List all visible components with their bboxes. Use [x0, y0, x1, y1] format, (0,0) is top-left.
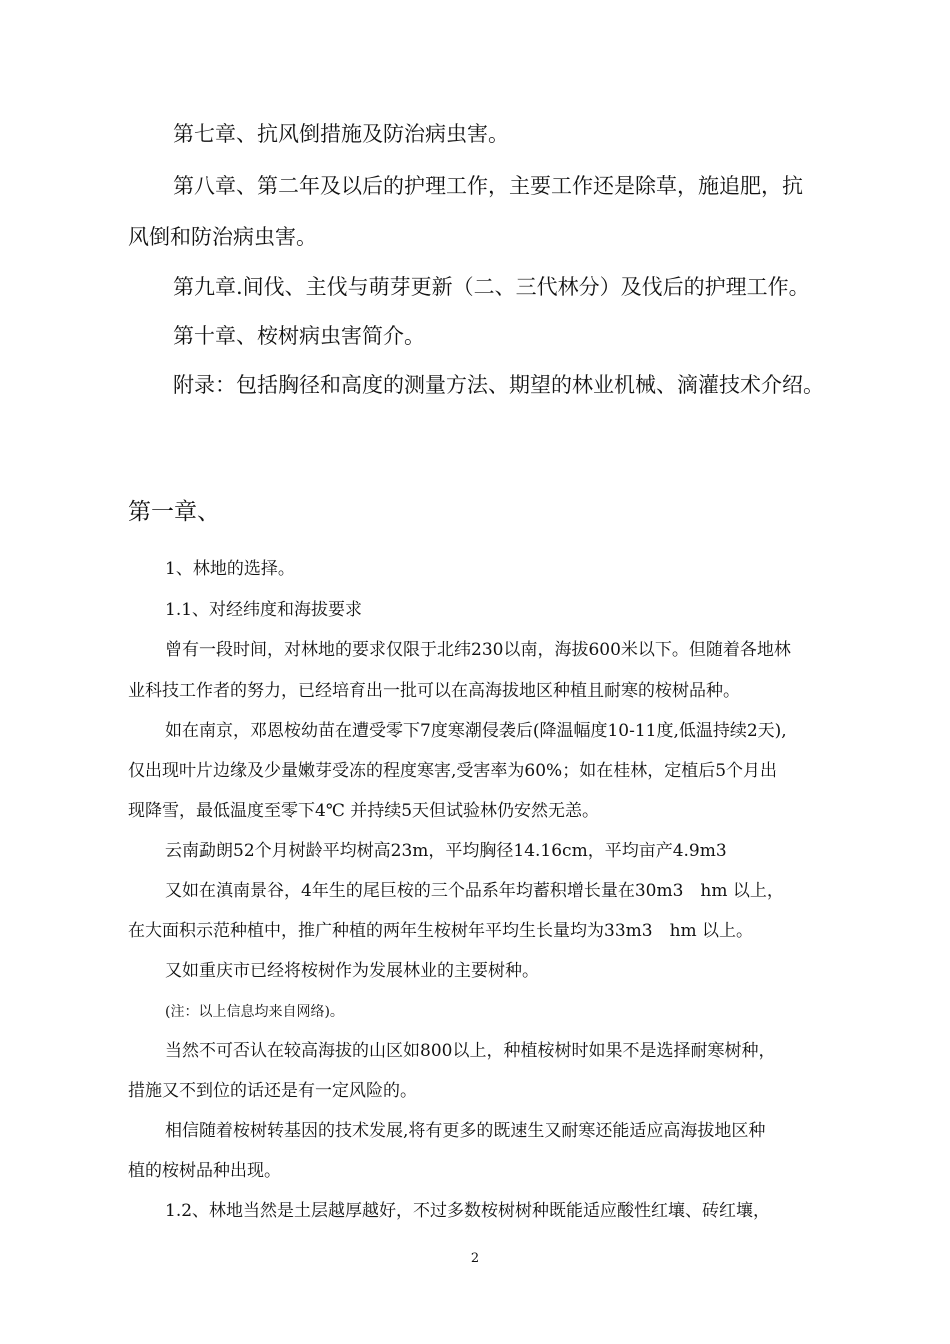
paragraph-2-line-2: 仅出现叶片边缘及少量嫩芽受冻的程度寒害,受害率为60%；如在桂林，定植后5个月出 — [128, 761, 778, 781]
toc-chapter-8-line-2: 风倒和防治病虫害。 — [128, 225, 317, 249]
source-note: (注：以上信息均来自网络)。 — [165, 1004, 344, 1020]
paragraph-6-line-2: 措施又不到位的话还是有一定风险的。 — [128, 1081, 417, 1101]
paragraph-4-line-2: 在大面积示范种植中，推广种植的两年生桉树年平均生长量均为33m3 hm 以上。 — [128, 921, 754, 941]
toc-chapter-9: 第九章.间伐、主伐与萌芽更新（二、三代林分）及伐后的护理工作。 — [173, 275, 810, 299]
section-heading-1-2: 1.2、林地当然是土层越厚越好，不过多数桉树树种既能适应酸性红壤、砖红壤， — [165, 1201, 771, 1221]
page-number: 2 — [470, 1251, 480, 1266]
paragraph-1-line-1: 曾有一段时间，对林地的要求仅限于北纬230以南，海拔600米以下。但随着各地林 — [165, 640, 791, 660]
toc-chapter-8-line-1: 第八章、第二年及以后的护理工作，主要工作还是除草，施追肥，抗 — [173, 174, 803, 198]
toc-chapter-7: 第七章、抗风倒措施及防治病虫害。 — [173, 122, 509, 146]
paragraph-3: 云南勐朗52个月树龄平均树高23m，平均胸径14.16cm，平均亩产4.9m3 — [165, 841, 727, 861]
paragraph-7-line-2: 植的桉树品种出现。 — [128, 1161, 281, 1181]
section-heading-1-1: 1.1、对经纬度和海拔要求 — [165, 600, 363, 620]
paragraph-2-line-1: 如在南京，邓恩桉幼苗在遭受零下7度寒潮侵袭后(降温幅度10-11度,低温持续2天), — [165, 721, 787, 741]
toc-chapter-10: 第十章、桉树病虫害简介。 — [173, 324, 425, 348]
section-heading-1: 1、林地的选择。 — [165, 559, 295, 579]
paragraph-4-line-1: 又如在滇南景谷，4年生的尾巨桉的三个品系年均蓄积增长量在30m3 hm 以上， — [165, 881, 784, 901]
toc-appendix: 附录：包括胸径和高度的测量方法、期望的林业机械、滴灌技术介绍。 — [173, 373, 824, 397]
paragraph-6-line-1: 当然不可否认在较高海拔的山区如800以上，种植桉树时如果不是选择耐寒树种， — [165, 1041, 776, 1061]
paragraph-1-line-2: 业科技工作者的努力，已经培育出一批可以在高海拔地区种植且耐寒的桉树品种。 — [128, 681, 740, 701]
chapter-heading: 第一章、 — [128, 499, 220, 525]
paragraph-5: 又如重庆市已经将桉树作为发展林业的主要树种。 — [165, 961, 539, 981]
paragraph-7-line-1: 相信随着桉树转基因的技术发展,将有更多的既速生又耐寒还能适应高海拔地区种 — [165, 1121, 766, 1141]
paragraph-2-line-3: 现降雪，最低温度至零下4℃ 并持续5天但试验林仍安然无恙。 — [128, 801, 600, 821]
